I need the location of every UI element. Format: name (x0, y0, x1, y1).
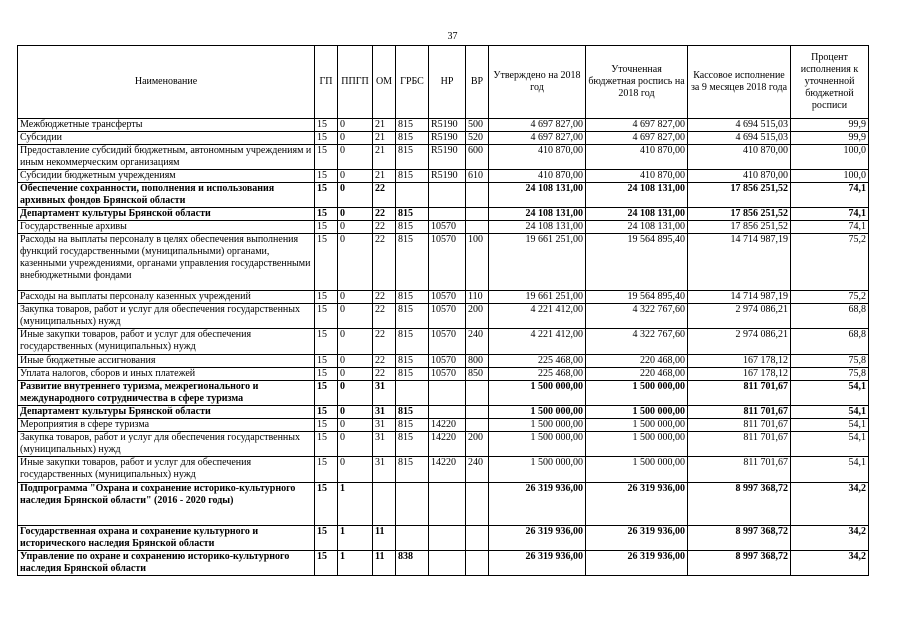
row-percent: 75,8 (791, 368, 869, 381)
row-ppgp: 0 (338, 234, 373, 291)
row-nr: R5190 (429, 132, 466, 145)
row-gp: 15 (315, 183, 338, 208)
row-gp: 15 (315, 419, 338, 432)
row-nr: 10570 (429, 368, 466, 381)
row-grbs: 815 (396, 329, 429, 355)
row-grbs: 815 (396, 355, 429, 368)
row-nr (429, 406, 466, 419)
row-approved: 26 319 936,00 (489, 526, 586, 551)
row-cash: 167 178,12 (688, 355, 791, 368)
header-nr: НР (429, 46, 466, 119)
row-vr (466, 221, 489, 234)
row-om: 31 (373, 381, 396, 406)
row-vr: 240 (466, 457, 489, 483)
row-refined: 1 500 000,00 (586, 432, 688, 457)
row-refined: 4 322 767,60 (586, 329, 688, 355)
row-vr: 500 (466, 119, 489, 132)
row-grbs: 838 (396, 551, 429, 576)
row-vr (466, 483, 489, 526)
row-vr (466, 208, 489, 221)
row-cash: 811 701,67 (688, 381, 791, 406)
row-approved: 225 468,00 (489, 355, 586, 368)
row-vr: 100 (466, 234, 489, 291)
row-cash: 4 694 515,03 (688, 132, 791, 145)
row-vr: 850 (466, 368, 489, 381)
row-percent: 54,1 (791, 406, 869, 419)
row-approved: 1 500 000,00 (489, 432, 586, 457)
row-percent: 74,1 (791, 183, 869, 208)
row-cash: 8 997 368,72 (688, 551, 791, 576)
row-grbs (396, 183, 429, 208)
table-row (18, 551, 869, 576)
table-row (18, 406, 869, 419)
row-ppgp: 0 (338, 381, 373, 406)
row-name: Иные закупки товаров, работ и услуг для обеспечения государственных (муниципальных) нужд (18, 329, 315, 355)
row-nr (429, 381, 466, 406)
row-grbs: 815 (396, 419, 429, 432)
row-name: Государственные архивы (18, 221, 315, 234)
row-name: Расходы на выплаты персоналу казенных учреждений (18, 291, 315, 304)
row-gp: 15 (315, 304, 338, 329)
row-nr (429, 483, 466, 526)
row-om: 31 (373, 419, 396, 432)
row-gp: 15 (315, 432, 338, 457)
row-grbs: 815 (396, 145, 429, 170)
row-approved: 4 697 827,00 (489, 119, 586, 132)
row-vr (466, 419, 489, 432)
row-nr (429, 526, 466, 551)
row-cash: 17 856 251,52 (688, 183, 791, 208)
row-nr: 10570 (429, 291, 466, 304)
row-cash: 811 701,67 (688, 406, 791, 419)
table-row (18, 419, 869, 432)
row-cash: 4 694 515,03 (688, 119, 791, 132)
row-gp: 15 (315, 145, 338, 170)
row-percent: 54,1 (791, 381, 869, 406)
row-ppgp: 0 (338, 119, 373, 132)
row-percent: 34,2 (791, 526, 869, 551)
row-om: 21 (373, 119, 396, 132)
row-ppgp: 0 (338, 406, 373, 419)
row-name: Субсидии (18, 132, 315, 145)
row-grbs (396, 526, 429, 551)
row-approved: 4 221 412,00 (489, 304, 586, 329)
row-gp: 15 (315, 234, 338, 291)
row-om: 31 (373, 406, 396, 419)
table-row (18, 329, 869, 355)
row-nr: 10570 (429, 329, 466, 355)
row-name: Иные закупки товаров, работ и услуг для обеспечения государственных (муниципальных) нужд (18, 457, 315, 483)
row-ppgp: 0 (338, 368, 373, 381)
row-om: 22 (373, 234, 396, 291)
row-percent: 75,2 (791, 234, 869, 291)
row-name: Расходы на выплаты персоналу в целях обеспечения выполнения функций государственными (муниципальными) органами, казенными учреждениями, органами управления государственными внебюджетными фондами (18, 234, 315, 291)
row-refined: 220 468,00 (586, 355, 688, 368)
row-om: 22 (373, 221, 396, 234)
table-row (18, 304, 869, 329)
row-approved: 24 108 131,00 (489, 208, 586, 221)
table-row (18, 221, 869, 234)
row-approved: 1 500 000,00 (489, 457, 586, 483)
row-gp: 15 (315, 291, 338, 304)
row-refined: 19 564 895,40 (586, 234, 688, 291)
row-ppgp: 0 (338, 457, 373, 483)
row-cash: 14 714 987,19 (688, 234, 791, 291)
row-approved: 225 468,00 (489, 368, 586, 381)
row-refined: 1 500 000,00 (586, 381, 688, 406)
table-row (18, 432, 869, 457)
row-gp: 15 (315, 483, 338, 526)
row-refined: 24 108 131,00 (586, 208, 688, 221)
row-vr: 200 (466, 304, 489, 329)
row-ppgp: 1 (338, 551, 373, 576)
header-refined: Уточненная бюджетная роспись на 2018 год (586, 46, 688, 119)
row-cash: 8 997 368,72 (688, 483, 791, 526)
row-percent: 54,1 (791, 419, 869, 432)
row-vr (466, 526, 489, 551)
row-approved: 1 500 000,00 (489, 419, 586, 432)
row-om: 22 (373, 368, 396, 381)
row-name: Мероприятия в сфере туризма (18, 419, 315, 432)
row-om: 21 (373, 132, 396, 145)
row-refined: 24 108 131,00 (586, 183, 688, 208)
row-approved: 410 870,00 (489, 170, 586, 183)
row-name: Развитие внутреннего туризма, межрегионального и международного сотрудничества в сфере туризма (18, 381, 315, 406)
row-ppgp: 0 (338, 355, 373, 368)
row-vr: 800 (466, 355, 489, 368)
header-om: ОМ (373, 46, 396, 119)
header-approved: Утверждено на 2018 год (489, 46, 586, 119)
row-nr: R5190 (429, 145, 466, 170)
row-vr: 600 (466, 145, 489, 170)
row-grbs: 815 (396, 234, 429, 291)
row-gp: 15 (315, 457, 338, 483)
row-cash: 811 701,67 (688, 457, 791, 483)
row-gp: 15 (315, 119, 338, 132)
row-approved: 19 661 251,00 (489, 291, 586, 304)
row-nr: 10570 (429, 304, 466, 329)
row-percent: 75,8 (791, 355, 869, 368)
row-name: Уплата налогов, сборов и иных платежей (18, 368, 315, 381)
row-percent: 34,2 (791, 483, 869, 526)
row-om (373, 483, 396, 526)
row-grbs: 815 (396, 170, 429, 183)
row-refined: 220 468,00 (586, 368, 688, 381)
table-header-row (18, 46, 869, 119)
row-name: Управление по охране и сохранению историко-культурного наследия Брянской области (18, 551, 315, 576)
row-om: 22 (373, 329, 396, 355)
row-name: Государственная охрана и сохранение культурного и исторического наследия Брянской области (18, 526, 315, 551)
row-ppgp: 0 (338, 304, 373, 329)
row-percent: 99,9 (791, 132, 869, 145)
row-ppgp: 0 (338, 183, 373, 208)
row-vr: 200 (466, 432, 489, 457)
row-name: Департамент культуры Брянской области (18, 406, 315, 419)
row-refined: 4 697 827,00 (586, 119, 688, 132)
header-vr: ВР (466, 46, 489, 119)
row-gp: 15 (315, 329, 338, 355)
row-name: Закупка товаров, работ и услуг для обеспечения государственных (муниципальных) нужд (18, 304, 315, 329)
header-gp: ГП (315, 46, 338, 119)
row-gp: 15 (315, 170, 338, 183)
row-percent: 99,9 (791, 119, 869, 132)
row-percent: 100,0 (791, 145, 869, 170)
row-nr (429, 551, 466, 576)
page-number: 37 (447, 31, 458, 42)
row-gp: 15 (315, 551, 338, 576)
row-vr: 520 (466, 132, 489, 145)
row-om: 31 (373, 432, 396, 457)
row-percent: 68,8 (791, 329, 869, 355)
row-vr (466, 183, 489, 208)
row-refined: 19 564 895,40 (586, 291, 688, 304)
row-vr: 110 (466, 291, 489, 304)
row-om: 22 (373, 291, 396, 304)
row-gp: 15 (315, 368, 338, 381)
row-percent: 75,2 (791, 291, 869, 304)
table-row (18, 457, 869, 483)
table-row (18, 355, 869, 368)
header-grbs: ГРБС (396, 46, 429, 119)
row-om: 22 (373, 304, 396, 329)
row-name: Межбюджетные трансферты (18, 119, 315, 132)
row-gp: 15 (315, 355, 338, 368)
row-nr (429, 183, 466, 208)
row-approved: 26 319 936,00 (489, 483, 586, 526)
row-cash: 17 856 251,52 (688, 208, 791, 221)
row-ppgp: 0 (338, 132, 373, 145)
row-grbs (396, 381, 429, 406)
row-vr (466, 381, 489, 406)
row-nr: 10570 (429, 221, 466, 234)
row-approved: 1 500 000,00 (489, 381, 586, 406)
row-name: Субсидии бюджетным учреждениям (18, 170, 315, 183)
row-percent: 54,1 (791, 457, 869, 483)
row-grbs (396, 483, 429, 526)
row-nr: 14220 (429, 419, 466, 432)
row-nr: 10570 (429, 234, 466, 291)
row-ppgp: 0 (338, 208, 373, 221)
table-body (18, 119, 869, 576)
row-vr: 240 (466, 329, 489, 355)
row-grbs: 815 (396, 132, 429, 145)
table-row (18, 132, 869, 145)
row-name: Обеспечение сохранности, пополнения и использования архивных фондов Брянской области (18, 183, 315, 208)
row-gp: 15 (315, 381, 338, 406)
row-refined: 4 697 827,00 (586, 132, 688, 145)
row-name: Иные бюджетные ассигнования (18, 355, 315, 368)
row-om: 31 (373, 457, 396, 483)
row-gp: 15 (315, 406, 338, 419)
row-grbs: 815 (396, 406, 429, 419)
row-om: 22 (373, 183, 396, 208)
row-refined: 1 500 000,00 (586, 419, 688, 432)
row-cash: 811 701,67 (688, 419, 791, 432)
row-cash: 410 870,00 (688, 145, 791, 170)
row-approved: 26 319 936,00 (489, 551, 586, 576)
header-percent: Процент исполнения к уточненной бюджетной росписи (791, 46, 869, 119)
row-grbs: 815 (396, 304, 429, 329)
row-percent: 54,1 (791, 432, 869, 457)
row-gp: 15 (315, 132, 338, 145)
row-cash: 17 856 251,52 (688, 221, 791, 234)
row-vr (466, 551, 489, 576)
row-percent: 34,2 (791, 551, 869, 576)
row-approved: 24 108 131,00 (489, 183, 586, 208)
row-nr: 14220 (429, 457, 466, 483)
row-ppgp: 0 (338, 170, 373, 183)
row-gp: 15 (315, 221, 338, 234)
row-cash: 2 974 086,21 (688, 304, 791, 329)
row-nr: 14220 (429, 432, 466, 457)
row-grbs: 815 (396, 221, 429, 234)
row-cash: 410 870,00 (688, 170, 791, 183)
table-row (18, 119, 869, 132)
row-om: 21 (373, 170, 396, 183)
budget-table (17, 45, 869, 576)
row-percent: 68,8 (791, 304, 869, 329)
row-percent: 74,1 (791, 208, 869, 221)
row-name: Департамент культуры Брянской области (18, 208, 315, 221)
row-grbs: 815 (396, 208, 429, 221)
row-ppgp: 0 (338, 221, 373, 234)
table-row (18, 526, 869, 551)
row-refined: 26 319 936,00 (586, 551, 688, 576)
row-approved: 19 661 251,00 (489, 234, 586, 291)
row-nr: R5190 (429, 170, 466, 183)
row-ppgp: 1 (338, 483, 373, 526)
header-cash: Кассовое исполнение за 9 месяцев 2018 года (688, 46, 791, 119)
row-om: 11 (373, 551, 396, 576)
row-refined: 26 319 936,00 (586, 483, 688, 526)
table-row (18, 381, 869, 406)
table-row (18, 208, 869, 221)
row-ppgp: 0 (338, 291, 373, 304)
row-ppgp: 1 (338, 526, 373, 551)
row-approved: 4 221 412,00 (489, 329, 586, 355)
row-cash: 14 714 987,19 (688, 291, 791, 304)
row-refined: 410 870,00 (586, 145, 688, 170)
table-row (18, 483, 869, 526)
row-gp: 15 (315, 526, 338, 551)
row-grbs: 815 (396, 291, 429, 304)
row-name: Подпрограмма "Охрана и сохранение историко-культурного наследия Брянской области" (2016 - 2020 годы) (18, 483, 315, 526)
row-ppgp: 0 (338, 329, 373, 355)
row-grbs: 815 (396, 432, 429, 457)
row-approved: 1 500 000,00 (489, 406, 586, 419)
row-approved: 24 108 131,00 (489, 221, 586, 234)
row-grbs: 815 (396, 457, 429, 483)
header-name: Наименование (18, 46, 315, 119)
row-ppgp: 0 (338, 432, 373, 457)
table-row (18, 291, 869, 304)
row-ppgp: 0 (338, 145, 373, 170)
table-row (18, 234, 869, 291)
row-vr (466, 406, 489, 419)
row-refined: 1 500 000,00 (586, 457, 688, 483)
row-approved: 410 870,00 (489, 145, 586, 170)
row-om: 21 (373, 145, 396, 170)
row-approved: 4 697 827,00 (489, 132, 586, 145)
row-name: Предоставление субсидий бюджетным, автономным учреждениям и иным некоммерческим организациям (18, 145, 315, 170)
row-cash: 8 997 368,72 (688, 526, 791, 551)
row-name: Закупка товаров, работ и услуг для обеспечения государственных (муниципальных) нужд (18, 432, 315, 457)
row-om: 22 (373, 208, 396, 221)
row-cash: 2 974 086,21 (688, 329, 791, 355)
row-refined: 4 322 767,60 (586, 304, 688, 329)
row-cash: 167 178,12 (688, 368, 791, 381)
row-nr (429, 208, 466, 221)
table-row (18, 170, 869, 183)
row-nr: R5190 (429, 119, 466, 132)
row-refined: 26 319 936,00 (586, 526, 688, 551)
table-row (18, 183, 869, 208)
header-ppgp: ППГП (338, 46, 373, 119)
row-percent: 100,0 (791, 170, 869, 183)
row-refined: 410 870,00 (586, 170, 688, 183)
row-ppgp: 0 (338, 419, 373, 432)
row-om: 11 (373, 526, 396, 551)
row-cash: 811 701,67 (688, 432, 791, 457)
row-refined: 24 108 131,00 (586, 221, 688, 234)
row-om: 22 (373, 355, 396, 368)
row-grbs: 815 (396, 368, 429, 381)
row-percent: 74,1 (791, 221, 869, 234)
table-row (18, 368, 869, 381)
row-refined: 1 500 000,00 (586, 406, 688, 419)
row-grbs: 815 (396, 119, 429, 132)
row-vr: 610 (466, 170, 489, 183)
row-nr: 10570 (429, 355, 466, 368)
table-row (18, 145, 869, 170)
row-gp: 15 (315, 208, 338, 221)
